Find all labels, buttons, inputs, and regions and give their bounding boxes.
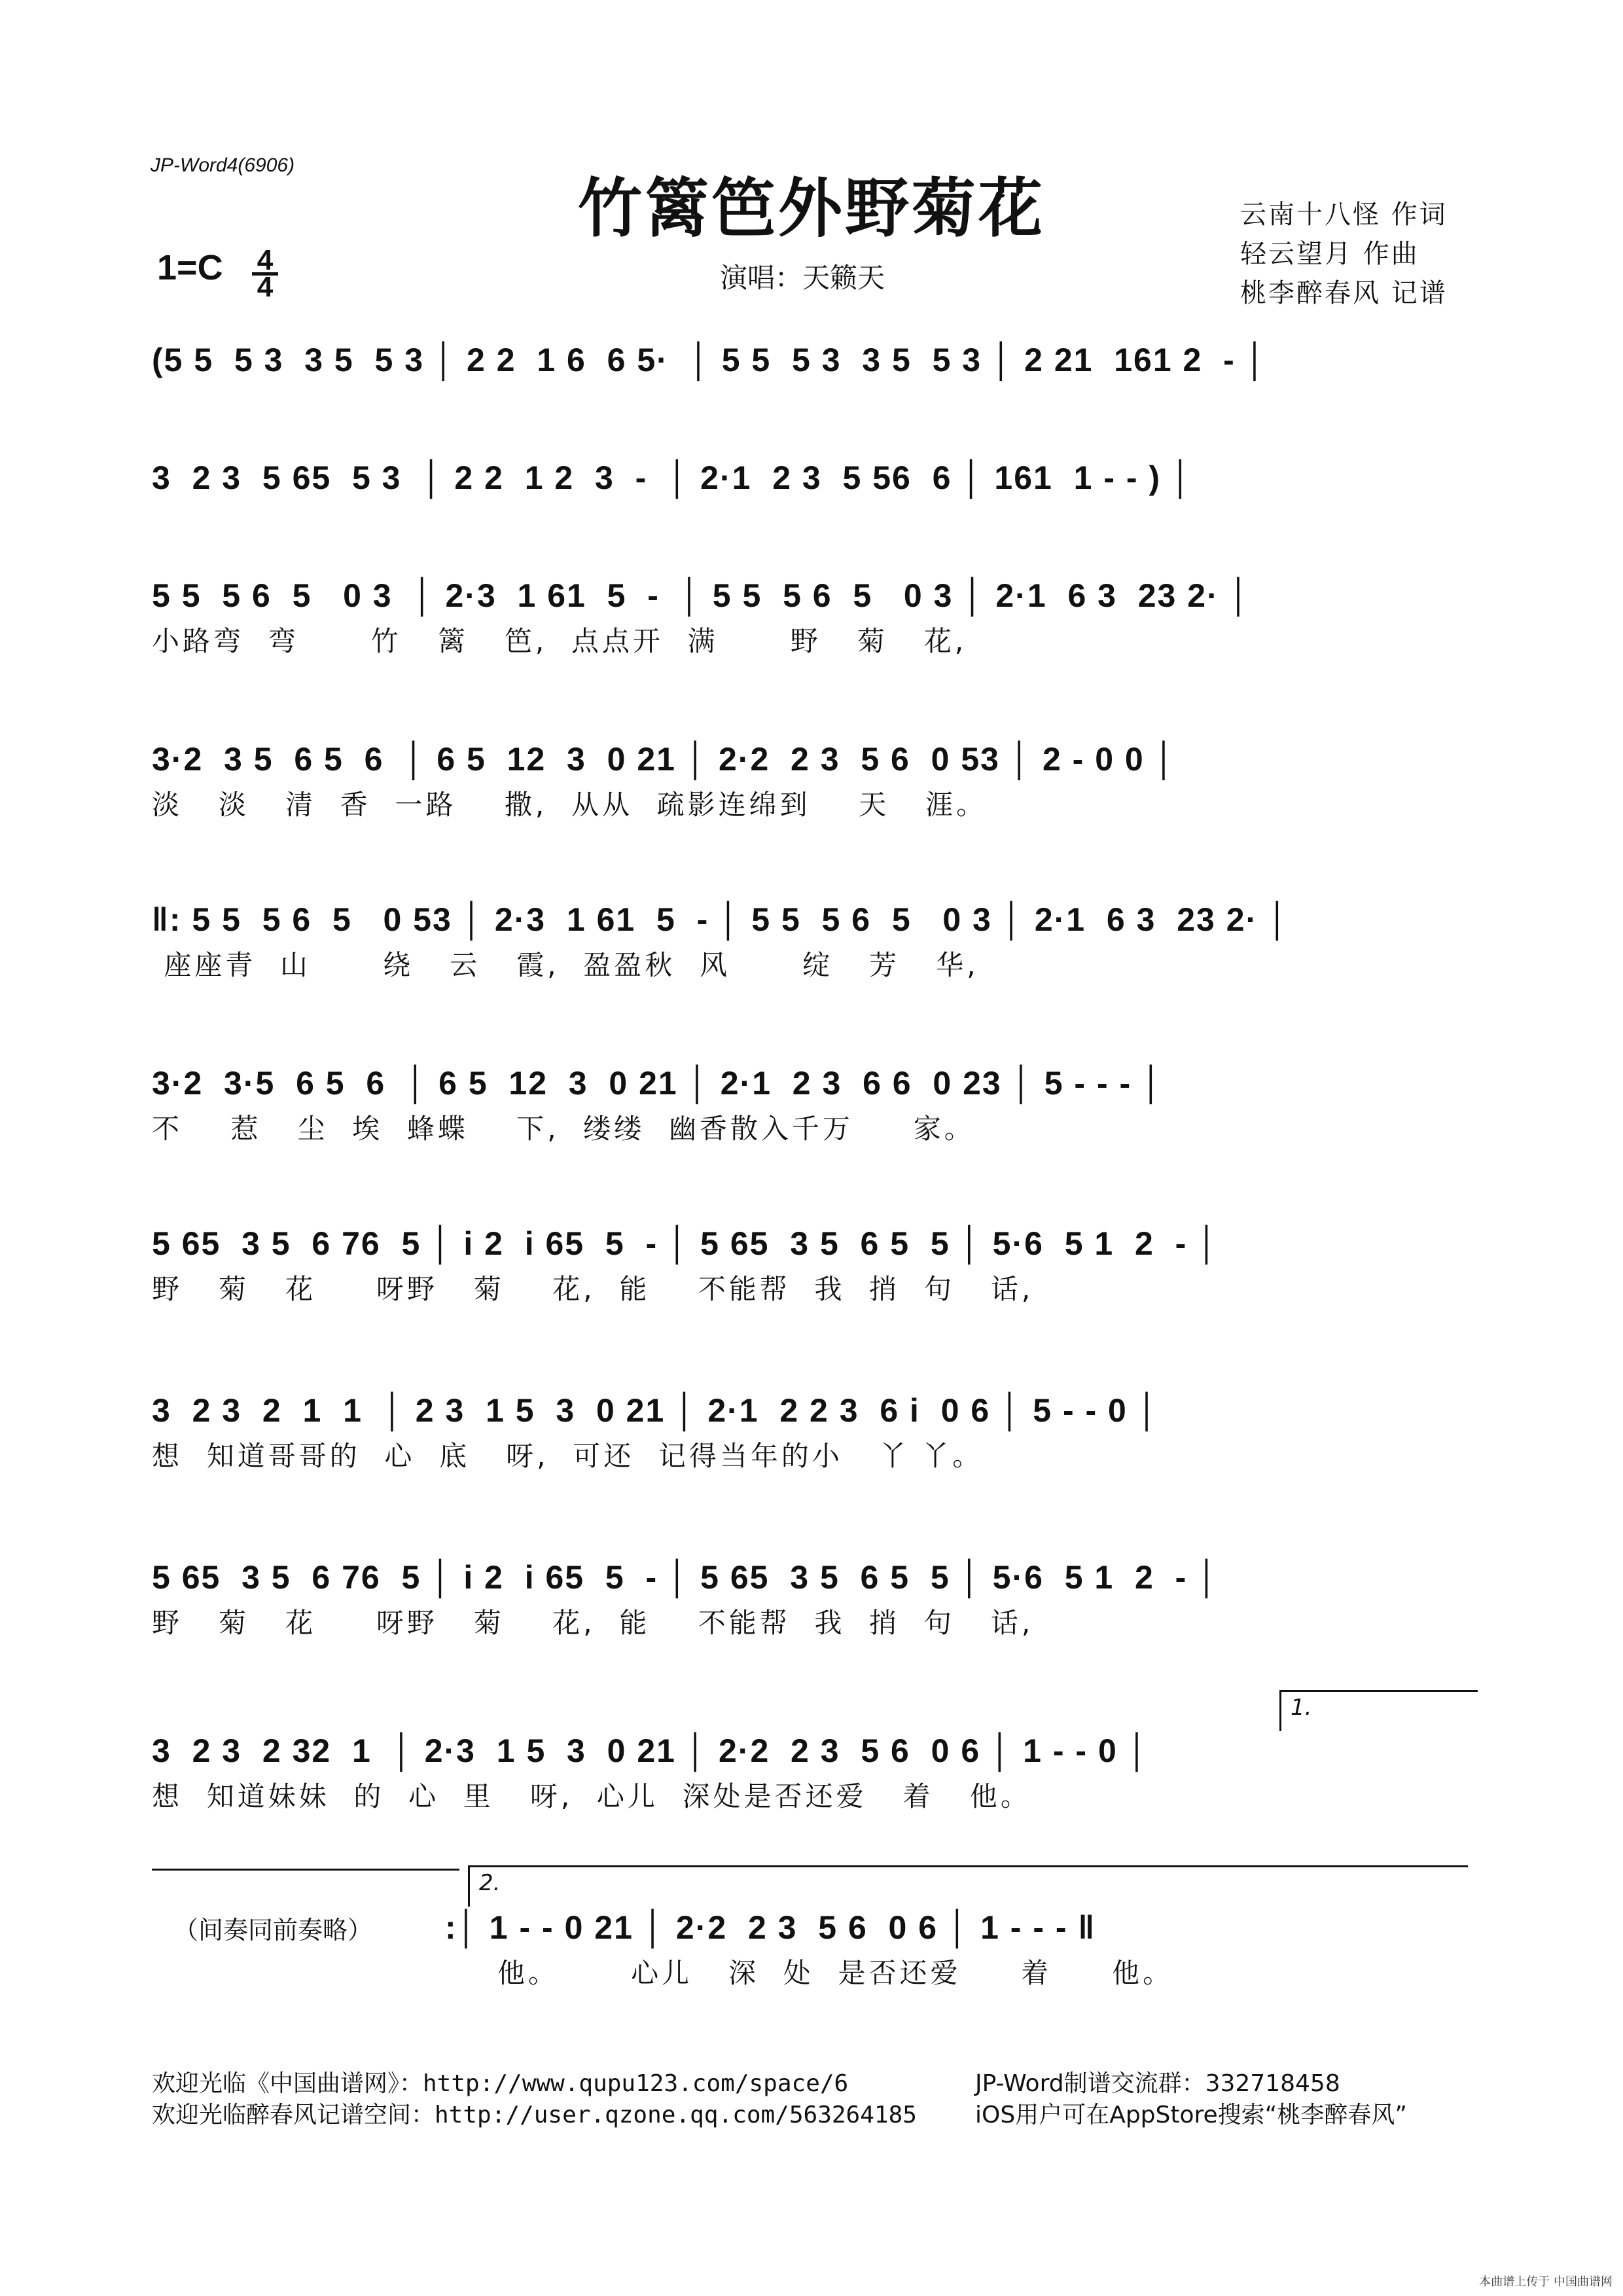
composer-credit: 轻云望月 作曲 xyxy=(1240,239,1419,269)
notes-line: 3·2 3 5 6 5 6 │ 6 5 12 3 0 21 │ 2·2 2 3 5 6 0 53 │ 2 - 0 0 │ xyxy=(152,741,1177,778)
score-row xyxy=(152,569,1480,661)
notes-line: (5 5 5 3 3 5 5 3 │ 2 2 1 6 6 5· │ 5 5 5 3 3 5 5 3 │ 2 21 161 2 - │ xyxy=(152,342,1268,378)
footer-qq-group: JP-Word制谱交流群：332718458 xyxy=(975,2070,1340,2097)
watermark: 本曲谱上传于 中国曲谱网 xyxy=(1479,2275,1613,2289)
credits xyxy=(1240,195,1448,313)
score-row xyxy=(152,893,1480,985)
footer-site-link: 欢迎光临《中国曲谱网》：http://www.qupu123.com/space/6 xyxy=(152,2070,849,2097)
notes-line: 5 65 3 5 6 76 5 │ i 2 i 65 5 - │ 5 65 3 5 6 5 5 │ 5·6 5 1 2 - │ xyxy=(152,1225,1220,1262)
key-signature: 1=C xyxy=(157,248,223,287)
score-row-final xyxy=(445,1901,1486,1993)
lyric-line: 野 菊 花 呀野 菊 花, 能 不能帮 我 捎 句 话, xyxy=(152,1273,1034,1305)
score-row xyxy=(152,1551,1480,1643)
singer-credit: 演唱：天籁天 xyxy=(720,262,885,294)
score-row xyxy=(152,334,1480,386)
notes-line: 3 2 3 2 32 1 │ 2·3 1 5 3 0 21 │ 2·2 2 3 5 6 0 6 │ 1 - - 0 │ xyxy=(152,1732,1150,1769)
volta-2 xyxy=(468,1865,1468,1907)
notes-line: 3 2 3 2 1 1 │ 2 3 1 5 3 0 21 │ 2·1 2 2 3 6 i 0 6 │ 5 - - 0 │ xyxy=(152,1392,1160,1429)
lyric-line: 座座青 山 绕 云 霞, 盈盈秋 风 绽 芳 华, xyxy=(152,949,979,981)
interlude-note: （间奏同前奏略） xyxy=(173,1916,373,1945)
footer-left xyxy=(152,2068,917,2131)
lyric-line: 小路弯 弯 竹 篱 笆, 点点开 满 野 菊 花, xyxy=(152,625,967,657)
interlude-bracket xyxy=(152,1869,459,1871)
lyricist-credit: 云南十八怪 作词 xyxy=(1240,200,1448,230)
transcriber-credit: 桃李醉春风 记谱 xyxy=(1240,278,1448,308)
notes-line: 3 2 3 5 65 5 3 │ 2 2 1 2 3 - │ 2·1 2 3 5 56 6 │ 161 1 - - ) │ xyxy=(152,459,1194,496)
lyric-line: 淡 淡 清 香 一路 撒, 从从 疏影连绵到 天 涯。 xyxy=(152,789,988,821)
score-row xyxy=(152,1725,1480,1816)
page-title: 竹篱笆外野菊花 xyxy=(577,171,1045,246)
score-row xyxy=(152,452,1480,504)
notes-line: 5 65 3 5 6 76 5 │ i 2 i 65 5 - │ 5 65 3 5 6 5 5 │ 5·6 5 1 2 - │ xyxy=(152,1559,1220,1596)
lyric-line: 野 菊 花 呀野 菊 花, 能 不能帮 我 捎 句 话, xyxy=(152,1607,1034,1639)
lyric-line: 想 知道妹妹 的 心 里 呀, 心儿 深处是否还爱 着 他。 xyxy=(152,1780,1031,1812)
lyric-line: 他。 心儿 深 处 是否还爱 着 他。 xyxy=(497,1957,1174,1989)
time-signature xyxy=(252,244,278,303)
meter-bottom: 4 xyxy=(257,271,274,303)
volta-1-label: 1. xyxy=(1291,1695,1312,1721)
notes-line: :│ 1 - - 0 21 │ 2·2 2 3 5 6 0 6 │ 1 - - - ‖ xyxy=(445,1909,1096,1946)
notes-line: 3·2 3·5 6 5 6 │ 6 5 12 3 0 21 │ 2·1 2 3 6 6 0 23 │ 5 - - - │ xyxy=(152,1065,1164,1102)
score-row xyxy=(152,1384,1480,1476)
footer-appstore: iOS用户可在AppStore搜索“桃李醉春风” xyxy=(975,2102,1407,2128)
volta-2-label: 2. xyxy=(479,1870,501,1896)
lyric-line: 想 知道哥哥的 心 底 呀, 可还 记得当年的小 丫 丫。 xyxy=(152,1440,984,1472)
footer-qzone-link: 欢迎光临醉春风记谱空间：http://user.qzone.qq.com/563264185 xyxy=(152,2102,917,2128)
lyric-line: 不 惹 尘 埃 蜂蝶 下, 缕缕 幽香散入千万 家。 xyxy=(152,1113,975,1145)
meter-top: 4 xyxy=(252,249,278,276)
score-row xyxy=(152,1217,1480,1309)
notes-line: 5 5 5 6 5 0 3 │ 2·3 1 61 5 - │ 5 5 5 6 5 0 3 │ 2·1 6 3 23 2· │ xyxy=(152,577,1251,614)
score-row xyxy=(152,1057,1480,1149)
score-row xyxy=(152,733,1480,825)
software-label: JP-Word4(6906) xyxy=(151,154,295,176)
notes-line: ‖: 5 5 5 6 5 0 53 │ 2·3 1 61 5 - │ 5 5 5 6 5 0 3 │ 2·1 6 3 23 2· │ xyxy=(152,901,1291,938)
footer-right xyxy=(975,2068,1407,2131)
